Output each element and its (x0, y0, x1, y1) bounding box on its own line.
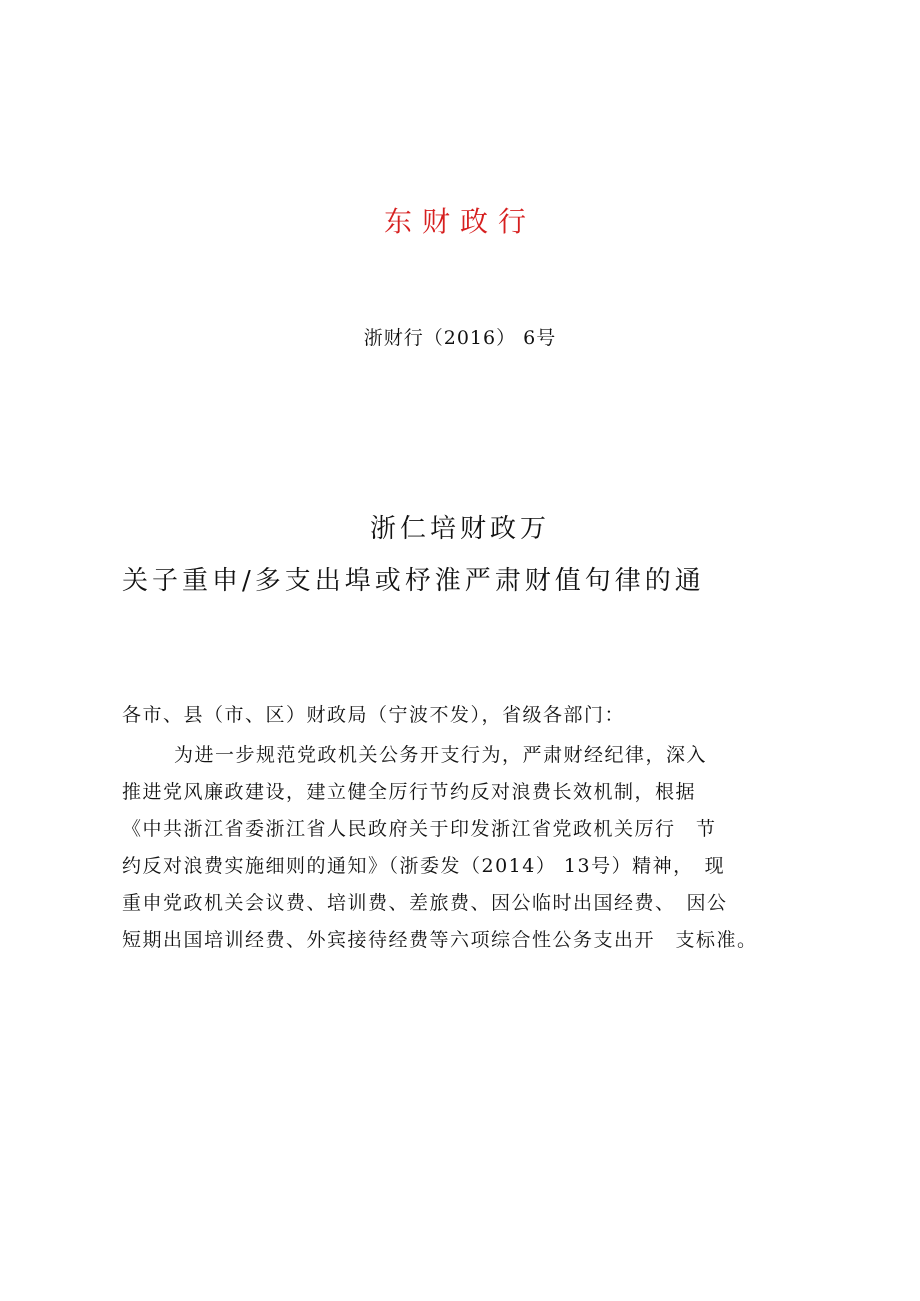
body-line: 《中共浙江省委浙江省人民政府关于印发浙江省党政机关厉行 节 (122, 818, 717, 840)
body-line: 约反对浪费实施细则的通知》（浙委发（2014） 13号）精神， 现 (122, 855, 726, 877)
document-number: 浙财行（2016） 6号 (363, 327, 557, 349)
document-title-line-1: 浙仁培财政万 (369, 514, 550, 544)
document-title-line-2: 关子重申/多支出埠或杼淮严肃财值句律的通 (122, 566, 705, 596)
body-line: 为进一步规范党政机关公务开支行为，严肃财经纪律，深入 (174, 744, 708, 766)
salutation: 各市、县（市、区）财政局（宁波不发），省级各部门： (122, 704, 626, 726)
body-line: 短期出国培训经费、外宾接待经费等六项综合性公务支出开 支标准。 (122, 929, 758, 951)
body-line: 推进党风廉政建设，建立健全厉行节约反对浪费长效机制，根据 (122, 781, 697, 803)
body-line: 重申党政机关会议费、培训费、差旅费、因公临时出国经费、 因公 (122, 892, 728, 914)
body-paragraph (122, 737, 822, 959)
issuing-agency-header: 东财政行 (383, 205, 536, 238)
